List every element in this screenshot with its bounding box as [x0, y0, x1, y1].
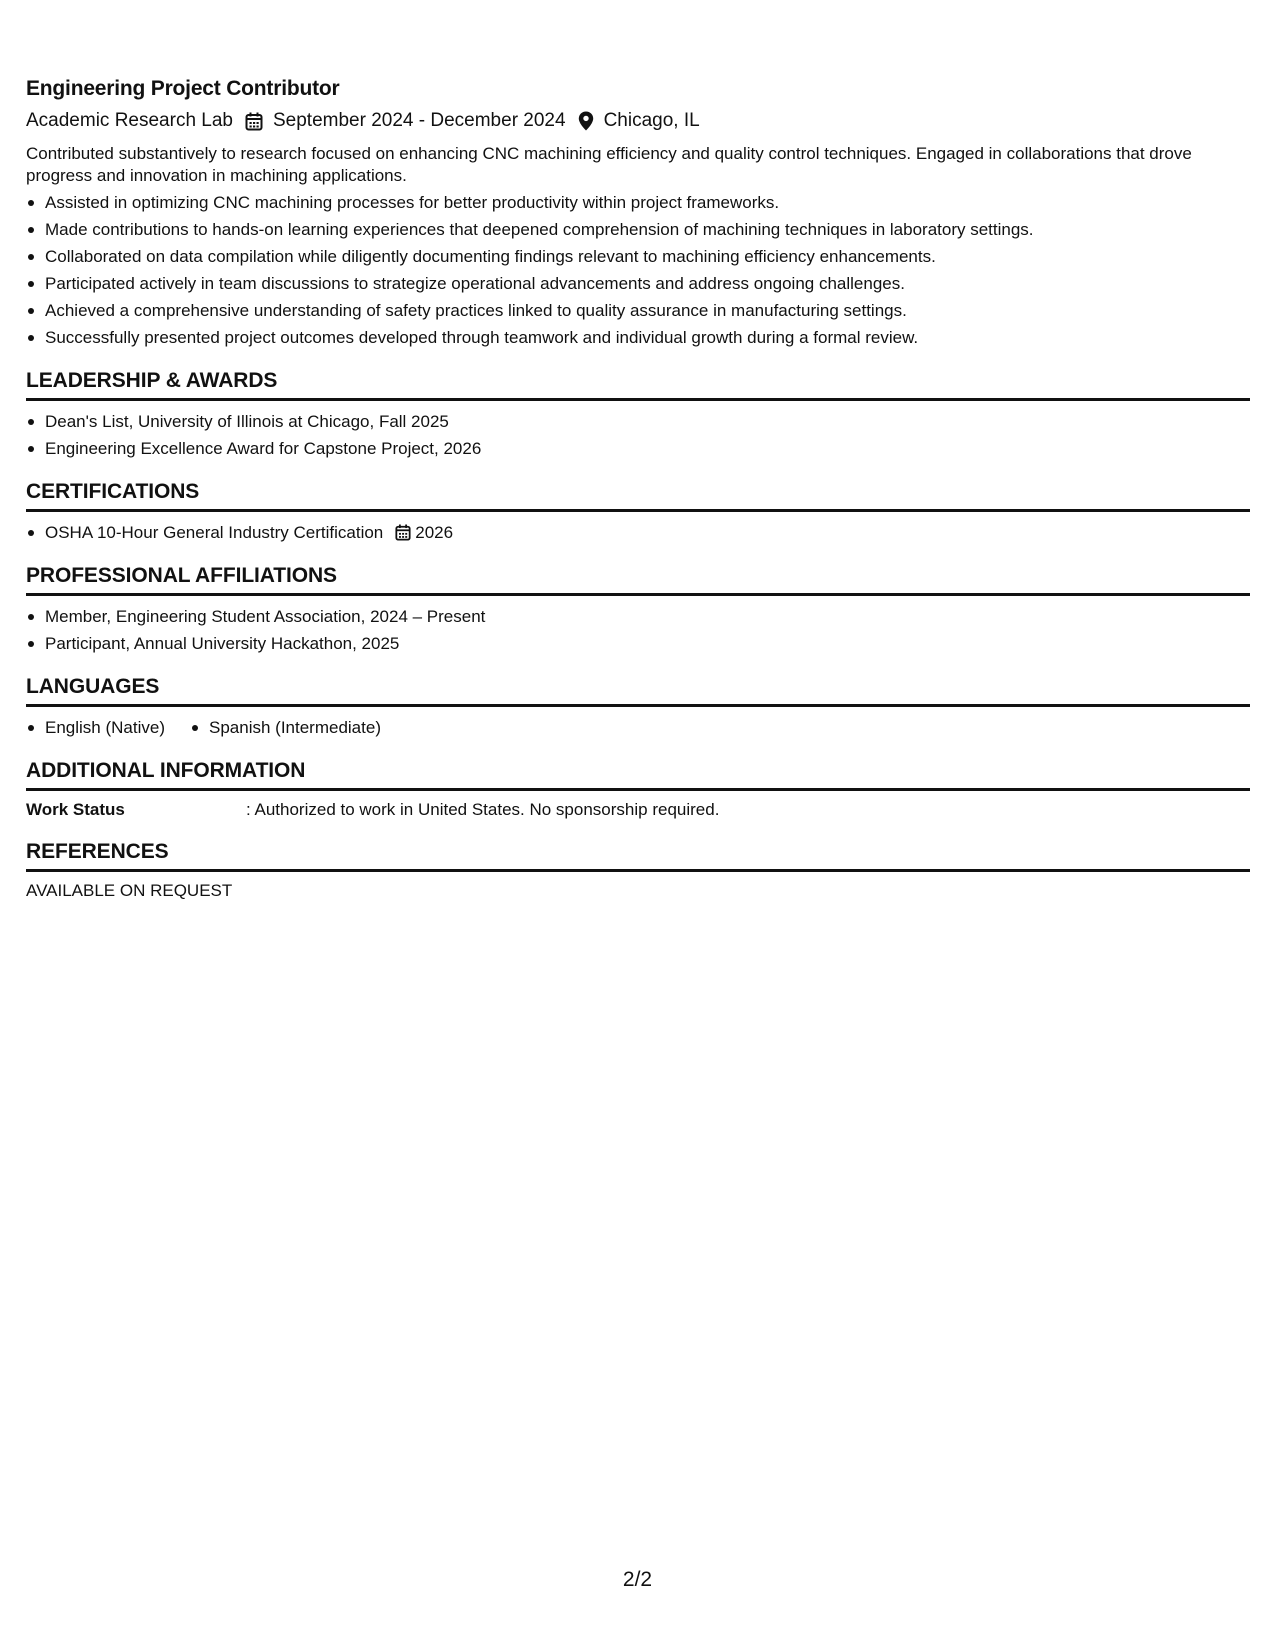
section-languages	[26, 673, 1250, 707]
section-divider	[26, 788, 1250, 791]
certifications-list	[26, 519, 1250, 546]
references-text: AVAILABLE ON REQUEST	[26, 881, 233, 900]
job-summary: Contributed substantively to research focused on enhancing CNC machining efficiency and quality control techniques. Engaged in collaborations that drove progress and innovation in machining applications.	[26, 144, 1192, 185]
section-title: PROFESSIONAL AFFILIATIONS	[26, 564, 337, 587]
list-item: Successfully presented project outcomes developed through teamwork and individual growth during a formal review.	[45, 324, 1250, 351]
work-status-label: Work Status	[26, 800, 125, 819]
list-item: Made contributions to hands-on learning experiences that deepened comprehension of machining techniques in laboratory settings.	[45, 216, 1250, 243]
language-item: Spanish (Intermediate)	[209, 714, 381, 741]
section-divider	[26, 593, 1250, 596]
list-item: Engineering Excellence Award for Capstone Project, 2026	[45, 435, 1250, 462]
job-organization: Academic Research Lab	[26, 110, 233, 131]
languages-list	[26, 714, 1250, 741]
work-status-value: : Authorized to work in United States. No sponsorship required.	[246, 800, 720, 819]
job-dates: September 2024 - December 2024	[273, 110, 566, 131]
section-additional-info	[26, 757, 1250, 791]
list-item: Assisted in optimizing CNC machining processes for better productivity within project frameworks.	[45, 189, 1250, 216]
section-affiliations	[26, 562, 1250, 596]
job-title: Engineering Project Contributor	[26, 77, 340, 100]
job-meta	[26, 109, 1250, 133]
section-title: LEADERSHIP & AWARDS	[26, 369, 278, 392]
section-divider	[26, 704, 1250, 707]
map-pin-icon	[578, 111, 594, 131]
section-title: LANGUAGES	[26, 675, 160, 698]
leadership-list	[26, 408, 1250, 462]
section-title: ADDITIONAL INFORMATION	[26, 759, 306, 782]
section-references	[26, 838, 1250, 872]
list-item: Participated actively in team discussions to strategize operational advancements and address ongoing challenges.	[45, 270, 1250, 297]
list-item: Achieved a comprehensive understanding of safety practices linked to quality assurance in manufacturing settings.	[45, 297, 1250, 324]
list-item: Collaborated on data compilation while diligently documenting findings relevant to machining efficiency enhancements.	[45, 243, 1250, 270]
resume-page	[26, 76, 1250, 903]
section-leadership	[26, 367, 1250, 401]
list-item: Dean's List, University of Illinois at Chicago, Fall 2025	[45, 408, 1250, 435]
list-item: Participant, Annual University Hackathon, 2025	[45, 630, 1250, 657]
certification-name: OSHA 10-Hour General Industry Certification	[45, 523, 384, 542]
page-number: 2/2	[622, 1568, 653, 1591]
certification-year: 2026	[415, 523, 454, 542]
list-item: Member, Engineering Student Association, 2024 – Present	[45, 603, 1250, 630]
section-certifications	[26, 478, 1250, 512]
calendar-icon	[245, 112, 263, 131]
calendar-icon	[395, 524, 411, 541]
section-divider	[26, 398, 1250, 401]
affiliations-list	[26, 603, 1250, 657]
section-divider	[26, 509, 1250, 512]
job-location: Chicago, IL	[603, 110, 700, 131]
work-status-row	[26, 798, 1250, 822]
list-item	[45, 519, 1250, 546]
job-bullet-list	[26, 189, 1250, 351]
language-item: English (Native)	[45, 714, 165, 741]
section-title: REFERENCES	[26, 840, 169, 863]
section-title: CERTIFICATIONS	[26, 480, 200, 503]
section-divider	[26, 869, 1250, 872]
